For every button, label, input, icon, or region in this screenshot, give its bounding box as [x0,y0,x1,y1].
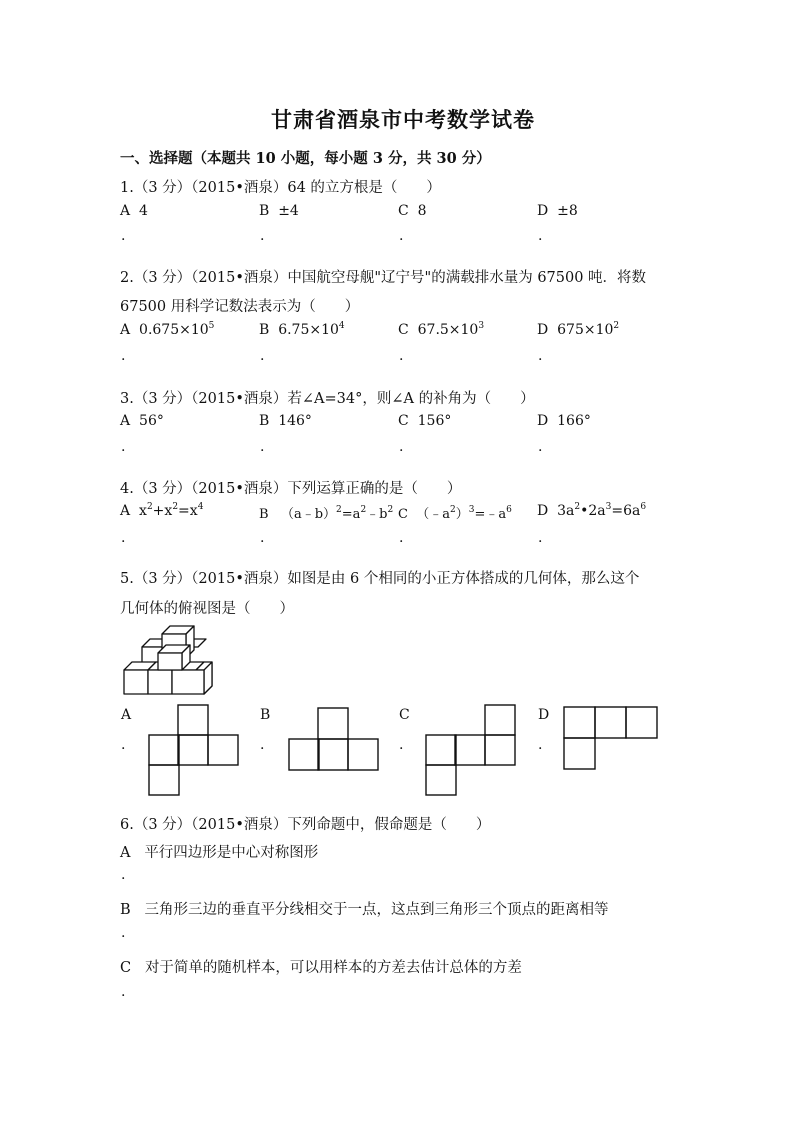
option-dot: . [538,228,543,244]
option-dot: . [399,530,404,546]
q5-option-c-grid [425,704,517,796]
q6-option-b: B 三角形三边的垂直平分线相交于一点，这点到三角形三个顶点的距离相等 [120,902,609,918]
cube-solid-figure [118,625,228,705]
question-1-text: 1.（3 分）（2015•酒泉）64 的立方根是（ ） [120,180,441,196]
option-dot: . [260,530,265,546]
q4-option-d: D $3a^2•2a^3=6a^6$ [537,502,647,519]
question-5-text-line1: 5.（3 分）（2015•酒泉）如图是由 6 个相同的小正方体搭成的几何体，那么这个 [120,571,640,587]
option-dot: . [260,737,265,753]
option-dot: . [260,348,265,364]
q5-option-a-letter: A [121,707,132,723]
question-3-text: 3.（3 分）（2015•酒泉）若∠A=34°，则∠A 的补角为（ ） [120,391,535,407]
option-dot: . [121,984,126,1000]
option-dot: . [121,439,126,455]
q1-option-a: A 4 [120,203,148,219]
q5-option-a-grid [148,704,240,796]
option-dot: . [121,530,126,546]
q6-option-c: C 对于简单的随机样本，可以用样本的方差去估计总体的方差 [120,960,522,976]
option-dot: . [121,228,126,244]
q3-option-a: A 56° [120,413,164,429]
q1-option-b: B ±4 [259,203,299,219]
option-dot: . [260,228,265,244]
question-2-text-line2: 67500 用科学记数法表示为（ ） [120,299,360,315]
option-dot: . [538,737,543,753]
option-dot: . [399,348,404,364]
q1-option-d: D ±8 [537,203,578,219]
option-dot: . [399,737,404,753]
q5-option-b-letter: B [260,707,271,723]
option-dot: . [121,737,126,753]
option-dot: . [121,925,126,941]
q5-option-d-grid [563,706,659,770]
option-dot: . [121,867,126,883]
q3-option-c: C 156° [398,413,452,429]
q2-option-a: A $0.675\times 10^5$ [120,321,215,338]
question-4-text: 4.（3 分）（2015•酒泉）下列运算正确的是（ ） [120,481,462,497]
q2-option-b: B $6.75\times 10^4$ [259,321,345,338]
question-6-text: 6.（3 分）（2015•酒泉）下列命题中，假命题是（ ） [120,817,491,833]
q3-option-d: D 166° [537,413,591,429]
q5-option-d-letter: D [538,707,550,723]
page-title: 甘肃省酒泉市中考数学试卷 [271,107,535,132]
q3-option-b: B 146° [259,413,312,429]
q2-option-c: C $67.5\times 10^3$ [398,321,485,338]
option-dot: . [121,348,126,364]
q1-option-c: C 8 [398,203,427,219]
option-dot: . [260,439,265,455]
option-dot: . [538,348,543,364]
question-2-text-line1: 2.（3 分）（2015•酒泉）中国航空母舰"辽宁号"的满载排水量为 67500 吨．将数 [120,270,647,286]
q6-option-a: A 平行四边形是中心对称图形 [120,845,319,861]
question-5-text-line2: 几何体的俯视图是（ ） [120,601,294,617]
q2-option-d: D $675\times 10^2$ [537,321,620,338]
option-dot: . [538,439,543,455]
q5-option-c-letter: C [399,707,410,723]
option-dot: . [399,228,404,244]
section-heading: 一、选择题（本题共 10 小题，每小题 3 分，共 30 分） [120,150,491,167]
q4-option-b: B $(a﹣b)^2=a^2﹣b^2$ [259,505,394,522]
option-dot: . [538,530,543,546]
q4-option-c: C $(﹣a^2)^3=﹣a^6$ [398,505,512,522]
q5-option-b-grid [288,707,380,771]
q4-option-a: A $x^2+x^2=x^4$ [120,502,204,519]
option-dot: . [399,439,404,455]
